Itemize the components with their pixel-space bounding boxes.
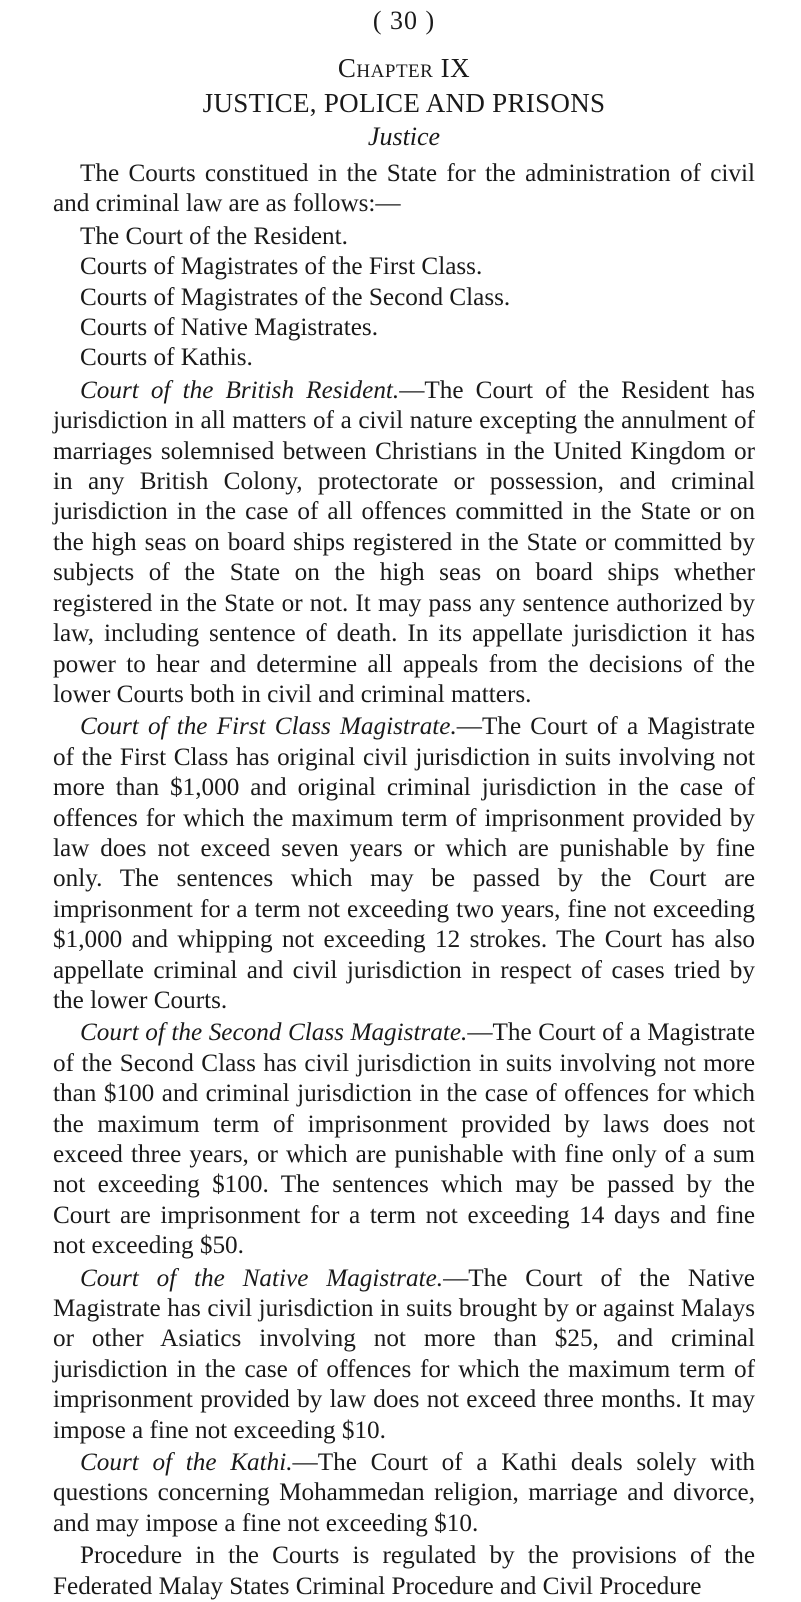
section-heading: Court of the Second Class Magistrate. [80, 1019, 468, 1047]
chapter-title: JUSTICE, POLICE AND PRISONS [202, 88, 606, 118]
list-item: Courts of Magistrates of the First Class. [80, 253, 483, 281]
section-text: —The Court of a Kathi deals solely with questions concerning Mohammedan religion, marriage and divorce, and may impose a fine not exceeding $10. [53, 1449, 755, 1537]
list-item: The Court of the Resident. [80, 222, 348, 250]
section-second-class [53, 1018, 755, 1261]
chapter-heading: Chapter IX [337, 53, 471, 83]
courts-list [53, 222, 755, 374]
section-kathi [53, 1448, 755, 1539]
section-heading: Court of the Kathi. [80, 1449, 293, 1477]
page [53, 0, 755, 1602]
section-first-class [53, 712, 755, 1016]
page-number: ( 30 ) [372, 6, 436, 35]
list-item: Courts of Native Magistrates. [80, 314, 378, 342]
section-native [53, 1264, 755, 1446]
section-text: —The Court of the Resident has jurisdiction in all matters of a civil nature excepting the annulment of marriages solemnised between Christians in the United Kingdom or in any British Colony, protectorate or possession, and criminal jurisdiction in the case of all offences committed in the State or on the high seas on board ships registered in the State or committed by subjects of the State on the high seas on board ships whether registered in the State or not. It may pass any sentence authorized by law, including sentence of death. In its appellate jurisdiction it has power to hear and determine all appeals from the decisions of the lower Courts both in civil and criminal matters. [53, 376, 755, 708]
list-item: Courts of Kathis. [80, 344, 253, 372]
section-subtitle: Justice [367, 122, 441, 151]
section-heading: Court of the First Class Magistrate. [80, 713, 457, 741]
section-resident [53, 376, 755, 710]
closing-paragraph: Procedure in the Courts is regulated by the provisions of the Federated Malay States Criminal Procedure and Civil Procedure [53, 1542, 755, 1600]
section-heading: Court of the British Resident. [80, 376, 400, 404]
intro-paragraph: The Courts constitued in the State for the administration of civil and criminal law are as follows:— [53, 160, 755, 218]
section-heading: Court of the Native Magistrate. [80, 1264, 444, 1292]
section-text: —The Court of a Magistrate of the Second Class has civil jurisdiction in suits involving not more than $100 and criminal jurisdiction in the case of offences for which the maximum term of imprisonment provided by laws does not exceed three years, or which are punishable with fine only of a sum not exceeding $100. The sentences which may be passed by the Court are imprisonment for a term not exceeding 14 days and fine not exceeding $50. [53, 1019, 756, 1260]
list-item: Courts of Magistrates of the Second Class. [80, 283, 511, 311]
section-text: —The Court of the Native Magistrate has civil jurisdiction in suits brought by or against Malays or other Asiatics involving not more than $25, and criminal jurisdiction in the case of offences for which the maximum term of imprisonment provided by law does not exceed three months. It may impose a fine not exceeding $10. [53, 1264, 755, 1444]
section-text: —The Court of a Magistrate of the First Class has original civil jurisdiction in suits involving not more than $1,000 and original criminal jurisdiction in the case of offences for which the maximum term of imprisonment provided by law does not exceed seven years or which are punishable by fine only. The sentences which may be passed by the Court are imprisonment for a term not exceeding two years, fine not exceeding $1,000 and whipping not exceeding 12 strokes. The Court has also appellate criminal and civil jurisdiction in respect of cases tried by the lower Courts. [53, 713, 756, 1014]
